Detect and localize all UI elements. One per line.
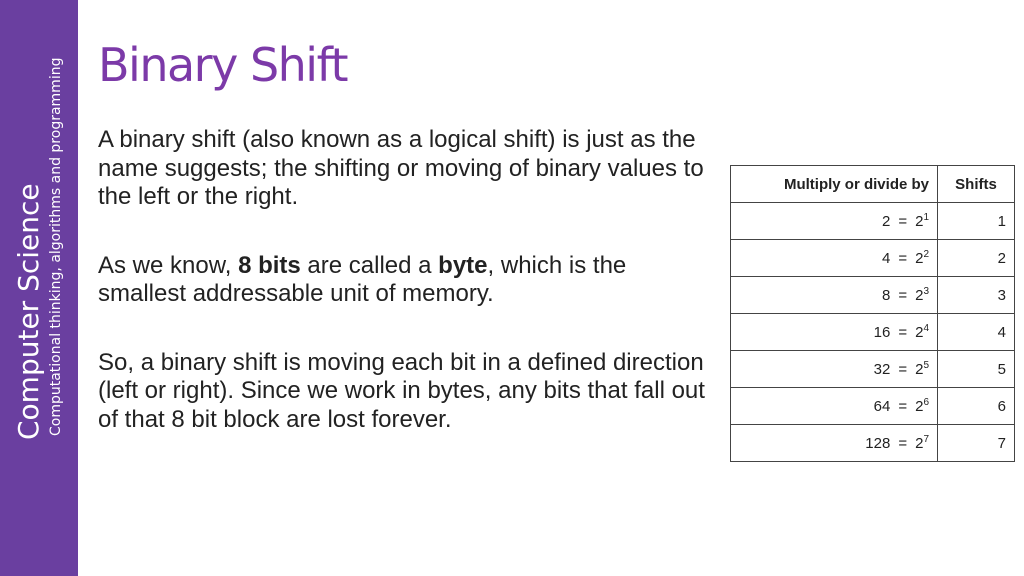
multiplier-cell xyxy=(731,277,938,314)
equals-sign: = xyxy=(898,287,908,304)
slide-title: Binary Shift xyxy=(98,38,347,92)
sidebar-text xyxy=(12,58,66,440)
table-body xyxy=(731,203,1015,462)
table-row xyxy=(731,240,1015,277)
equals-sign: = xyxy=(898,398,908,415)
text-segment: , which is the smallest addressable unit of memory. xyxy=(98,251,627,307)
multiplier-cell xyxy=(731,351,938,388)
subject-title: Computer Science xyxy=(12,183,45,440)
power-exponent: 3 xyxy=(923,286,929,297)
sidebar-banner xyxy=(0,0,78,576)
equals-sign: = xyxy=(898,435,908,452)
multiplier-value: 32 xyxy=(873,361,891,378)
shifts-cell: 3 xyxy=(938,277,1015,314)
equals-sign: = xyxy=(898,213,908,230)
multiplier-value: 4 xyxy=(881,250,891,267)
table-header-row xyxy=(731,166,1015,203)
shifts-cell: 7 xyxy=(938,425,1015,462)
topic-subtitle: Computational thinking, algorithms and programming xyxy=(48,57,64,436)
power-exponent: 2 xyxy=(923,249,929,260)
text-segment: are called a xyxy=(300,251,439,279)
power-base: 2 xyxy=(915,213,924,230)
slide-body xyxy=(98,126,708,474)
shifts-cell: 6 xyxy=(938,388,1015,425)
power-exponent: 5 xyxy=(923,360,929,371)
power-base: 2 xyxy=(915,250,924,267)
multiplier-cell xyxy=(731,425,938,462)
power-base: 2 xyxy=(915,435,924,452)
power-exponent: 7 xyxy=(923,434,929,445)
power-base: 2 xyxy=(915,324,924,341)
multiplier-value: 2 xyxy=(881,213,891,230)
bold-term-bits: 8 bits xyxy=(238,251,301,279)
multiplier-cell xyxy=(731,314,938,351)
header-multiply: Multiply or divide by xyxy=(731,166,938,203)
equals-sign: = xyxy=(898,250,908,267)
table-row xyxy=(731,388,1015,425)
multiplier-cell xyxy=(731,240,938,277)
bold-term-byte: byte xyxy=(438,251,488,279)
multiplier-value: 8 xyxy=(881,287,891,304)
shifts-cell: 1 xyxy=(938,203,1015,240)
power-base: 2 xyxy=(915,398,924,415)
paragraph-byte xyxy=(98,252,708,309)
table-row xyxy=(731,351,1015,388)
table-row xyxy=(731,203,1015,240)
header-shifts: Shifts xyxy=(938,166,1015,203)
table-row xyxy=(731,314,1015,351)
power-base: 2 xyxy=(915,287,924,304)
text-segment: As we know, xyxy=(98,251,239,279)
equals-sign: = xyxy=(898,361,908,378)
multiplier-value: 64 xyxy=(873,398,891,415)
shifts-cell: 5 xyxy=(938,351,1015,388)
multiplier-cell xyxy=(731,388,938,425)
table-row xyxy=(731,277,1015,314)
shifts-cell: 2 xyxy=(938,240,1015,277)
multiplier-cell xyxy=(731,203,938,240)
power-exponent: 1 xyxy=(923,212,929,223)
multiplier-value: 16 xyxy=(873,324,891,341)
equals-sign: = xyxy=(898,324,908,341)
paragraph-shift: So, a binary shift is moving each bit in a defined direction (left or right). Since we work in bytes, any bits that fall out of that 8 bit block are lost forever. xyxy=(98,348,705,433)
multiplier-value: 128 xyxy=(865,435,891,452)
shifts-cell: 4 xyxy=(938,314,1015,351)
power-exponent: 4 xyxy=(923,323,929,334)
paragraph-intro: A binary shift (also known as a logical shift) is just as the name suggests; the shifting or moving of binary values to the left or the right. xyxy=(98,126,704,210)
table-row xyxy=(731,425,1015,462)
power-exponent: 6 xyxy=(923,397,929,408)
power-base: 2 xyxy=(915,361,924,378)
shift-table xyxy=(730,165,1015,462)
